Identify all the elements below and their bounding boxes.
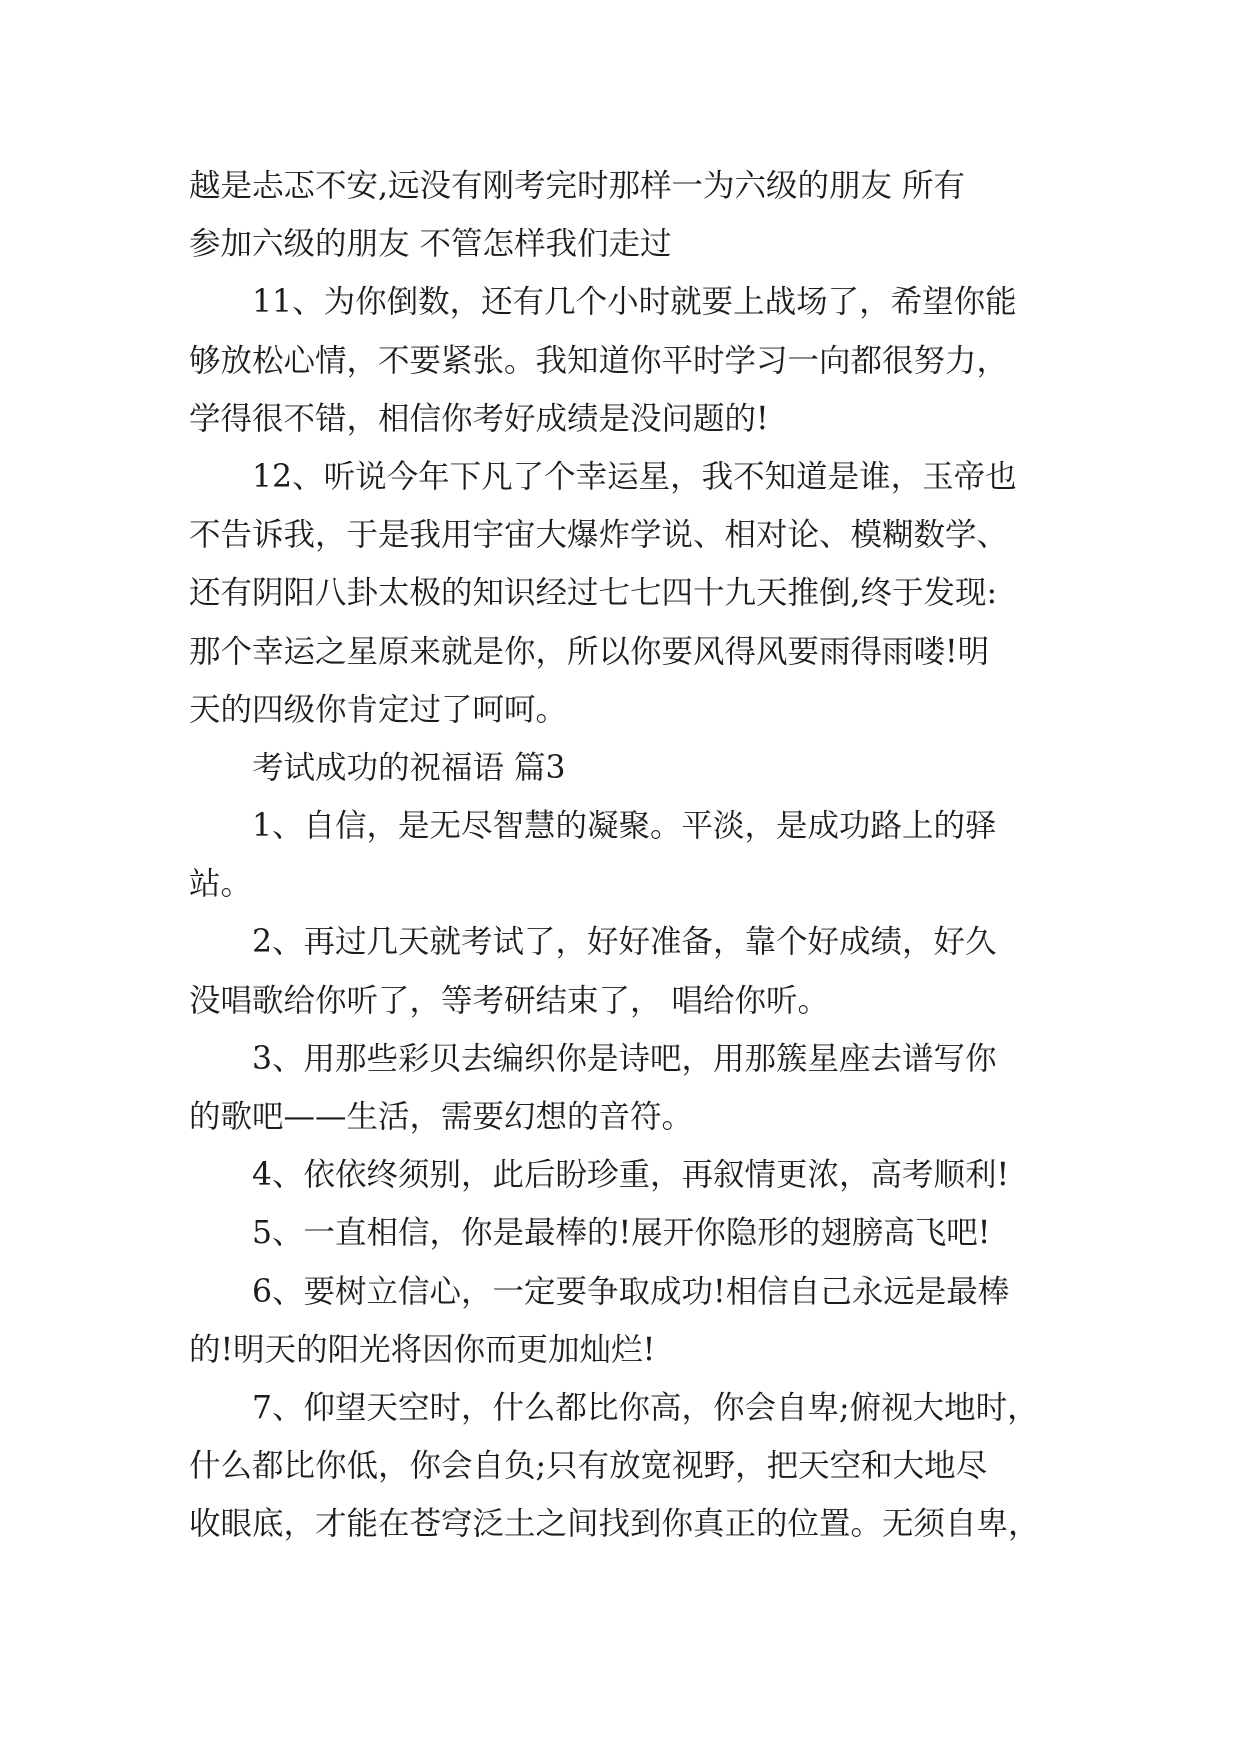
text-line: 的歌吧——生活，需要幻想的音符。 <box>189 1099 694 1135</box>
text-line: 什么都比你低，你会自负;只有放宽视野，把天空和大地尽 <box>189 1448 988 1485</box>
paragraph-start-line: 12、听说今年下凡了个幸运星，我不知道是谁，玉帝也 <box>252 458 1017 495</box>
paragraph-start-line: 6、要树立信心，一定要争取成功!相信自己永远是最棒 <box>252 1273 1010 1310</box>
text-line: 越是忐忑不安,远没有刚考完时那样一为六级的朋友 所有 <box>189 168 966 204</box>
text-line: 够放松心情，不要紧张。我知道你平时学习一向都很努力， <box>189 342 1009 379</box>
document-body <box>189 157 1059 1554</box>
paragraph-start-line: 1、自信，是无尽智慧的凝聚。平淡，是成功路上的驿 <box>252 808 997 845</box>
text-line: 没唱歌给你听了，等考研结束了， 唱给你听。 <box>189 982 830 1019</box>
paragraph-start-line: 11、为你倒数，还有几个小时就要上战场了，希望你能 <box>252 284 1017 321</box>
text-line: 不告诉我，于是我用宇宙大爆炸学说、相对论、模糊数学、 <box>189 517 1009 554</box>
text-line: 参加六级的朋友 不管怎样我们走过 <box>189 226 672 263</box>
paragraph-start-line: 2、再过几天就考试了，好好准备，靠个好成绩，好久 <box>252 924 997 961</box>
text-line: 天的四级你肯定过了呵呵。 <box>189 691 568 728</box>
text-line: 那个幸运之星原来就是你，所以你要风得风要雨得雨喽!明 <box>189 633 990 670</box>
text-line: 还有阴阳八卦太极的知识经过七七四十九天推倒,终于发现: <box>189 575 998 612</box>
text-line: 收眼底，才能在苍穹泛土之间找到你真正的位置。无须自卑， <box>189 1506 1040 1543</box>
text-line: 学得很不错，相信你考好成绩是没问题的! <box>189 400 769 437</box>
paragraph-start-line: 4、依依终须别，此后盼珍重，再叙情更浓，高考顺利! <box>252 1157 1010 1194</box>
paragraph-start-line: 3、用那些彩贝去编织你是诗吧，用那簇星座去谱写你 <box>252 1040 997 1077</box>
paragraph-start-line: 7、仰望天空时，什么都比你高，你会自卑;俯视大地时， <box>252 1389 1039 1426</box>
text-line: 的!明天的阳光将因你而更加灿烂! <box>189 1331 656 1368</box>
paragraph-start-line: 5、一直相信，你是最棒的!展开你隐形的翅膀高飞吧! <box>252 1215 991 1252</box>
text-line: 站。 <box>189 866 253 903</box>
section-heading: 考试成功的祝福语 篇3 <box>252 749 566 786</box>
